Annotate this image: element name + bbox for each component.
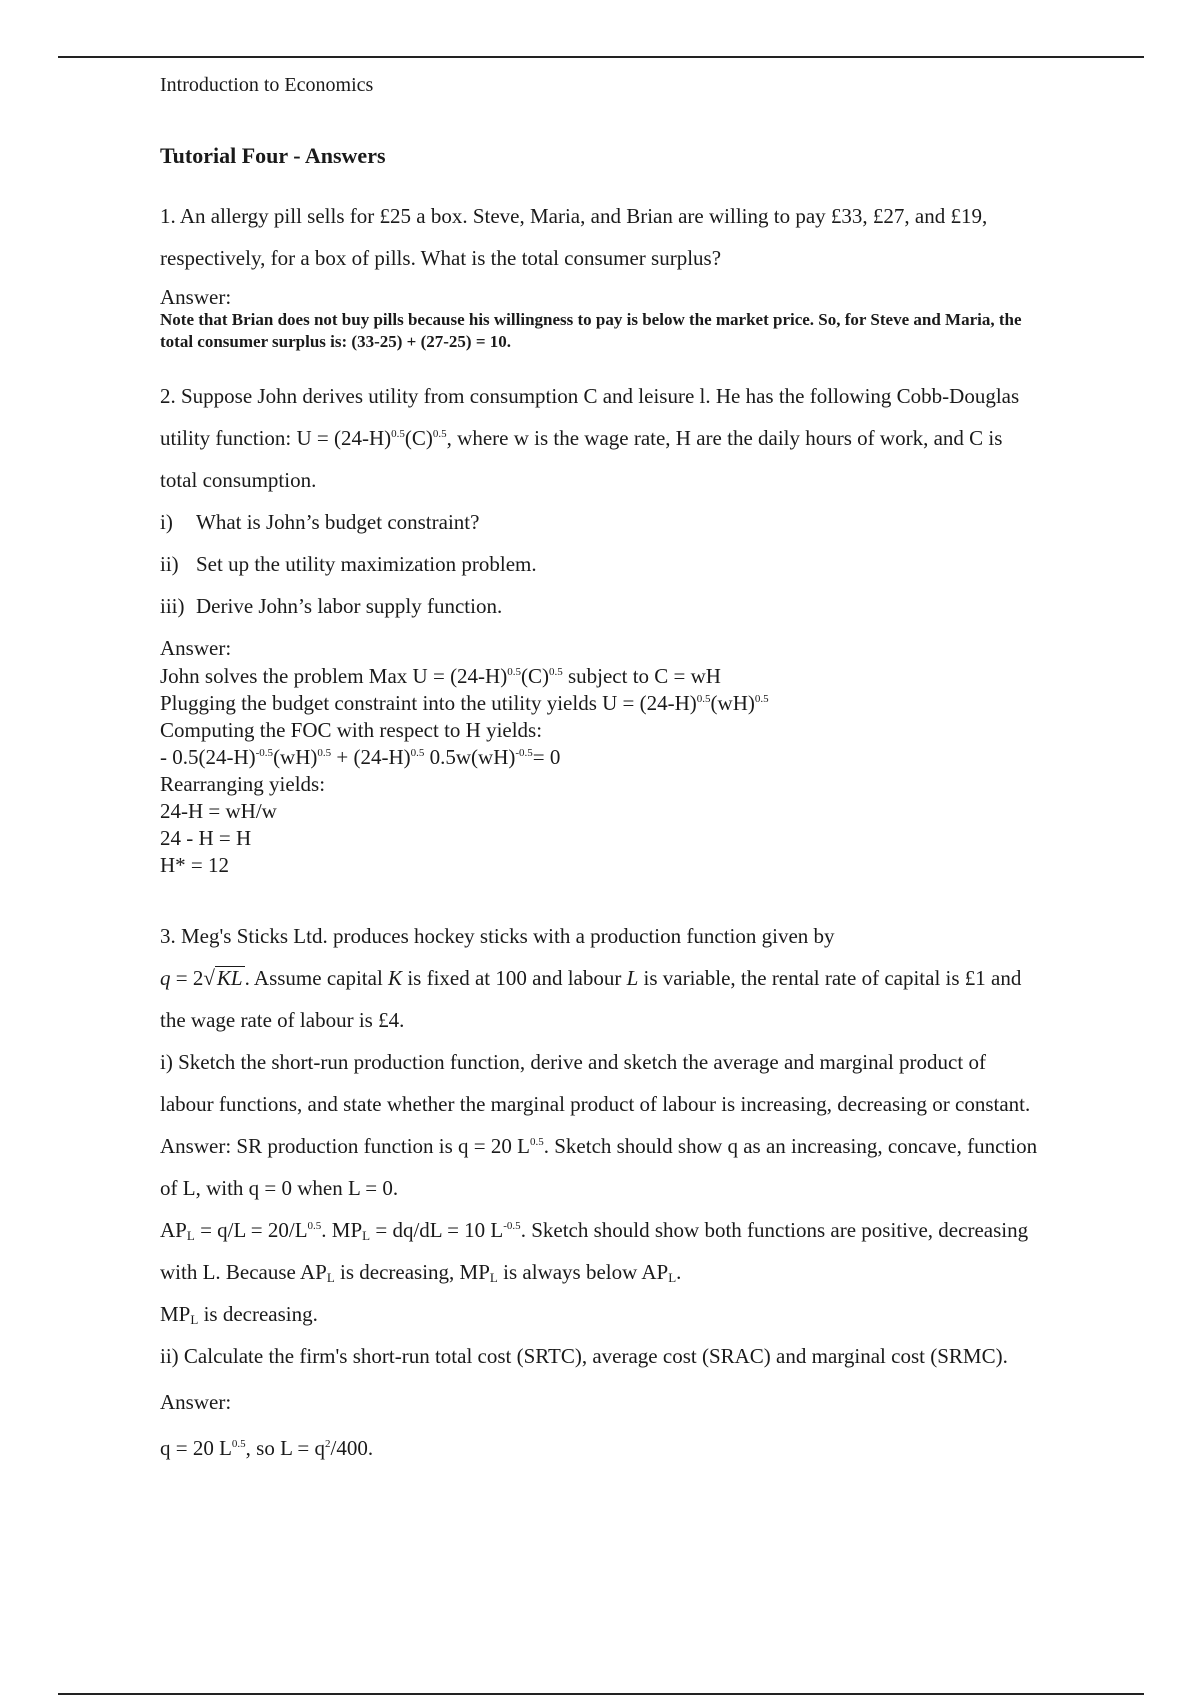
- question-3-part-i: i) Sketch the short-run production function, derive and sketch the average and marginal product of labour functions, and state whether the marginal product of labour is increasing, decreasing or constant.: [160, 1050, 1031, 1116]
- tutorial-title: Tutorial Four - Answers: [160, 143, 386, 168]
- derivation-line: 24 - H = H: [160, 826, 252, 850]
- list-item: iii) Derive John’s labor supply function.: [160, 594, 503, 618]
- course-header: Introduction to Economics: [160, 74, 374, 96]
- answer-3-i: Answer: SR production function is q = 20 $L^{0.5}$. Sketch should show q as an increasing, concave, function of L, with q = 0 when L = 0.: [160, 1134, 1038, 1200]
- answer-3-i-mp: $MP_L$ is decreasing.: [160, 1302, 318, 1327]
- derivation-line: Plugging the budget constraint into the utility yields $U = (24-H)^{0.5}(wH)^{0.5}$: [160, 691, 769, 715]
- answer-3-ii: q = 20 $L^{0.5}$, so $L = q^2/400$.: [160, 1436, 374, 1460]
- answer-label: Answer:: [160, 636, 232, 660]
- bottom-rule: [58, 1693, 1144, 1695]
- derivation-line: Computing the FOC with respect to H yields:: [160, 718, 543, 742]
- list-item: ii) Set up the utility maximization problem.: [160, 552, 537, 576]
- question-2: 2. Suppose John derives utility from consumption C and leisure l. He has the following Cobb-Douglas utility function: $U = (24-H)^{0.5}(C)^{0.5}$, where w is the wage rate, H are the daily hours of work, and C is total consumption.: [160, 384, 1020, 492]
- derivation-line: Rearranging yields:: [160, 772, 326, 796]
- question-1: 1. An allergy pill sells for £25 a box. Steve, Maria, and Brian are willing to pay £33, £27, and £19, respectively, for a box of pills. What is the total consumer surplus?: [160, 204, 988, 270]
- document-page: [160, 70, 1040, 1469]
- answer-label: Answer:: [160, 1390, 232, 1414]
- question-3-part-ii: ii) Calculate the firm's short-run total cost (SRTC), average cost (SRAC) and marginal cost (SRMC).: [160, 1344, 1008, 1368]
- answer-3-i-ap-mp: $AP_L = q/L = 20/L^{0.5}$. $MP_L = dq/dL = 10$ $L^{-0.5}$. Sketch should show both functions are positive, decreasing with L. Because $AP_L$ is decreasing, $MP_L$ is always below $AP_L$.: [160, 1218, 1029, 1285]
- derivation-line: John solves the problem Max $U = (24-H)^{0.5}(C)^{0.5}$ subject to C = wH: [160, 664, 721, 688]
- question-3: 3. Meg's Sticks Ltd. produces hockey sticks with a production function given by q = 2√KL. Assume capital K is fixed at 100 and labour L is variable, the rental rate of capital is £1 and the wage rate of labour is £4. i) Sketch the short-run production function, derive and sketch the average and marginal product of labour functions, and state whether the marginal product of labour is increasing, decreasing or constant. Answer: SR production function is q = 20 $L^{0.5}$. Sketch should show q as an increasing, concave, function of L, with q = 0 when L = 0. $AP_L = q/L = 20/L^{0.5}$. $MP_L = dq/dL = 10$ $L^{-0.5}$. Sketch should show both functions are positive, decreasing with L. Because $AP_L$ is decreasing, $MP_L$ is always below $AP_L$. $MP_L$ is decreasing. ii) Calculate the firm's short-run total cost (SRTC), average cost (SRAC) and marginal cost (SRMC). Answer: q = 20 $L^{0.5}$, so $L = q^2/400$.: [160, 915, 1040, 1469]
- list-item: i) What is John’s budget constraint?: [160, 510, 480, 534]
- question-2-parts: [160, 501, 1040, 627]
- derivation-line: H* = 12: [160, 853, 230, 877]
- derivation-line: - $0.5(24-H)^{-0.5}(wH)^{0.5} + (24-H)^{0.5}$ 0.5w(wH)$^{-0.5}$= 0: [160, 745, 561, 769]
- derivation-line: 24-H = wH/w: [160, 799, 277, 823]
- answer-1-text: Note that Brian does not buy pills because his willingness to pay is below the market price. So, for Steve and Maria, the total consumer surplus is: (33-25) + (27-25) = 10.: [160, 310, 1022, 351]
- top-rule: [58, 56, 1144, 58]
- answer-2-derivation: [160, 663, 1040, 879]
- answer-label: Answer:: [160, 285, 232, 309]
